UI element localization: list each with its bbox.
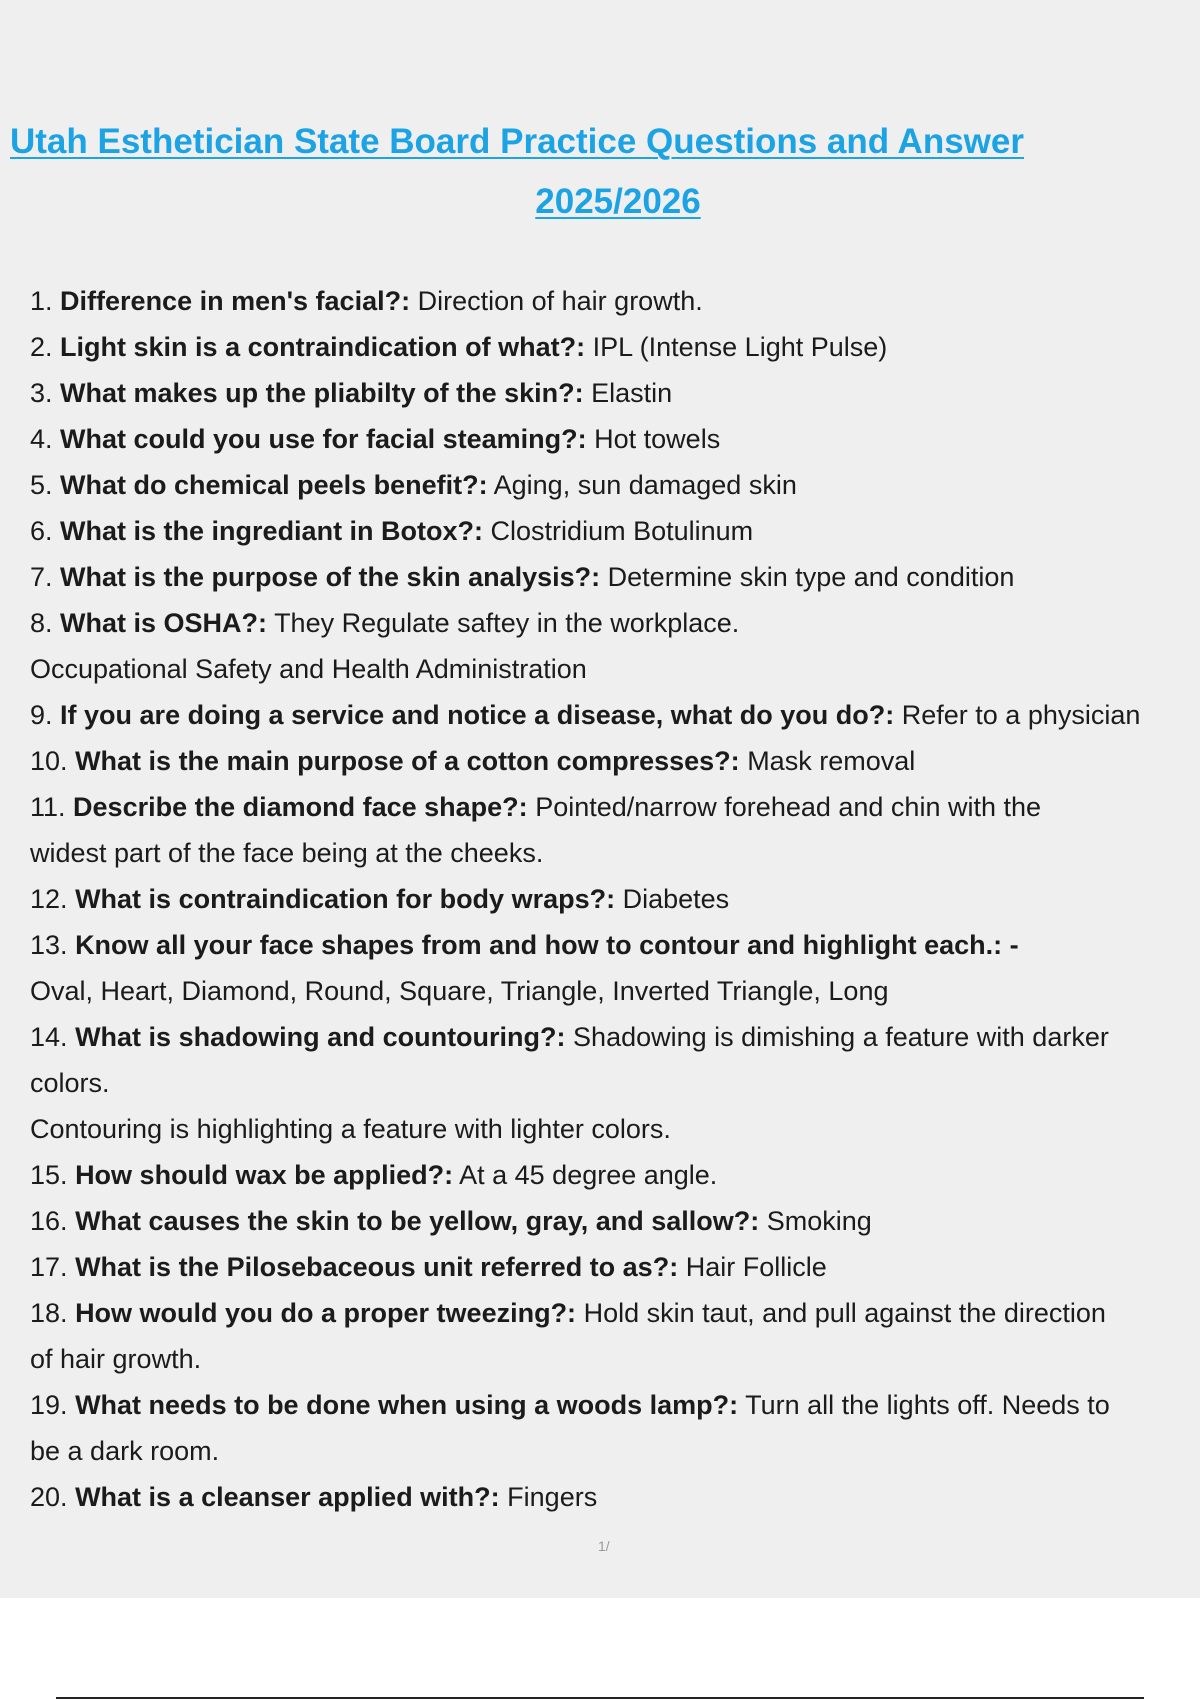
answer-text: At a 45 degree angle. [459, 1160, 718, 1190]
qa-line [30, 1060, 1180, 1106]
question-text: What could you use for facial steaming?: [60, 424, 587, 454]
question-number: 5. [30, 470, 53, 500]
qa-line [30, 416, 1180, 462]
qa-line [30, 1198, 1180, 1244]
qa-line [30, 1106, 1180, 1152]
question-text: What do chemical peels benefit?: [60, 470, 488, 500]
qa-line [30, 738, 1180, 784]
page-number: 1/ [598, 1538, 610, 1554]
qa-line [30, 370, 1180, 416]
question-text: Light skin is a contraindication of what?: [60, 332, 586, 362]
question-text: What is a cleanser applied with?: [75, 1482, 500, 1512]
qa-line [30, 462, 1180, 508]
answer-text: Diabetes [622, 884, 730, 914]
answer-text: IPL (Intense Light Pulse) [592, 332, 888, 362]
answer-text: They Regulate saftey in the workplace. [274, 608, 740, 638]
question-number: 15. [30, 1160, 68, 1190]
qa-line [30, 830, 1180, 876]
question-text: What is OSHA?: [60, 608, 268, 638]
answer-text: widest part of the face being at the cheeks. [30, 838, 544, 868]
answer-text: Aging, sun damaged skin [493, 470, 797, 500]
question-text: What needs to be done when using a woods lamp?: [75, 1390, 739, 1420]
question-text: Difference in men's facial?: [60, 286, 411, 316]
answer-text: Shadowing is dimishing a feature with darker [573, 1022, 1109, 1052]
question-text: What causes the skin to be yellow, gray, and sallow?: [75, 1206, 760, 1236]
qa-line [30, 646, 1180, 692]
question-number: 1. [30, 286, 53, 316]
answer-text: Elastin [591, 378, 673, 408]
question-number: 3. [30, 378, 53, 408]
question-number: 10. [30, 746, 68, 776]
qa-line [30, 1014, 1180, 1060]
qa-line [30, 1428, 1180, 1474]
question-number: 18. [30, 1298, 68, 1328]
answer-text: Hair Follicle [685, 1252, 827, 1282]
question-number: 7. [30, 562, 53, 592]
qa-line [30, 1336, 1180, 1382]
answer-text: of hair growth. [30, 1344, 202, 1374]
question-text: Describe the diamond face shape?: [73, 792, 528, 822]
answer-text: Hot towels [594, 424, 721, 454]
question-text: What is the main purpose of a cotton compresses?: [75, 746, 740, 776]
answer-text: Smoking [766, 1206, 872, 1236]
answer-text: Refer to a physician [901, 700, 1141, 730]
question-number: 8. [30, 608, 53, 638]
question-number: 20. [30, 1482, 68, 1512]
answer-text: Pointed/narrow forehead and chin with the [535, 792, 1042, 822]
question-number: 4. [30, 424, 53, 454]
answer-text: Contouring is highlighting a feature with lighter colors. [30, 1114, 671, 1144]
answer-text: Fingers [507, 1482, 598, 1512]
question-number: 13. [30, 930, 68, 960]
qa-line [30, 1474, 1180, 1520]
qa-line [30, 968, 1180, 1014]
answer-text: Direction of hair growth. [417, 286, 703, 316]
question-number: 14. [30, 1022, 68, 1052]
qa-line [30, 1152, 1180, 1198]
question-text: What is contraindication for body wraps?: [75, 884, 616, 914]
answer-text: Turn all the lights off. Needs to [745, 1390, 1110, 1420]
qa-line [30, 922, 1180, 968]
answer-text: Mask removal [747, 746, 916, 776]
question-number: 17. [30, 1252, 68, 1282]
question-number: 2. [30, 332, 53, 362]
question-answer-list [30, 278, 1180, 1520]
bottom-rule [56, 1697, 1144, 1699]
qa-line [30, 278, 1180, 324]
question-text: What is the ingrediant in Botox?: [60, 516, 484, 546]
question-number: 16. [30, 1206, 68, 1236]
qa-line [30, 554, 1180, 600]
question-text: Know all your face shapes from and how to contour and highlight each.: - [75, 930, 1019, 960]
question-text: What is the purpose of the skin analysis?: [60, 562, 601, 592]
answer-text: be a dark room. [30, 1436, 220, 1466]
qa-line [30, 784, 1180, 830]
question-number: 11. [30, 792, 66, 822]
qa-line [30, 324, 1180, 370]
question-text: What makes up the pliabilty of the skin?: [60, 378, 584, 408]
qa-line [30, 1290, 1180, 1336]
question-text: If you are doing a service and notice a disease, what do you do?: [60, 700, 895, 730]
document-subtitle: 2025/2026 [535, 182, 701, 221]
question-number: 6. [30, 516, 53, 546]
question-text: How should wax be applied?: [75, 1160, 454, 1190]
question-number: 19. [30, 1390, 68, 1420]
document-title: Utah Esthetician State Board Practice Questions and Answer [10, 122, 1024, 161]
qa-line [30, 876, 1180, 922]
answer-text: Hold skin taut, and pull against the direction [583, 1298, 1106, 1328]
question-number: 12. [30, 884, 68, 914]
qa-line [30, 1244, 1180, 1290]
qa-line [30, 508, 1180, 554]
answer-text: colors. [30, 1068, 110, 1098]
qa-line [30, 600, 1180, 646]
question-number: 9. [30, 700, 53, 730]
answer-text: Occupational Safety and Health Administration [30, 654, 587, 684]
question-text: What is shadowing and countouring?: [75, 1022, 566, 1052]
qa-line [30, 1382, 1180, 1428]
answer-text: Determine skin type and condition [607, 562, 1015, 592]
question-text: How would you do a proper tweezing?: [75, 1298, 577, 1328]
question-text: What is the Pilosebaceous unit referred to as?: [75, 1252, 679, 1282]
qa-line [30, 692, 1180, 738]
answer-text: Oval, Heart, Diamond, Round, Square, Triangle, Inverted Triangle, Long [30, 976, 889, 1006]
answer-text: Clostridium Botulinum [490, 516, 754, 546]
